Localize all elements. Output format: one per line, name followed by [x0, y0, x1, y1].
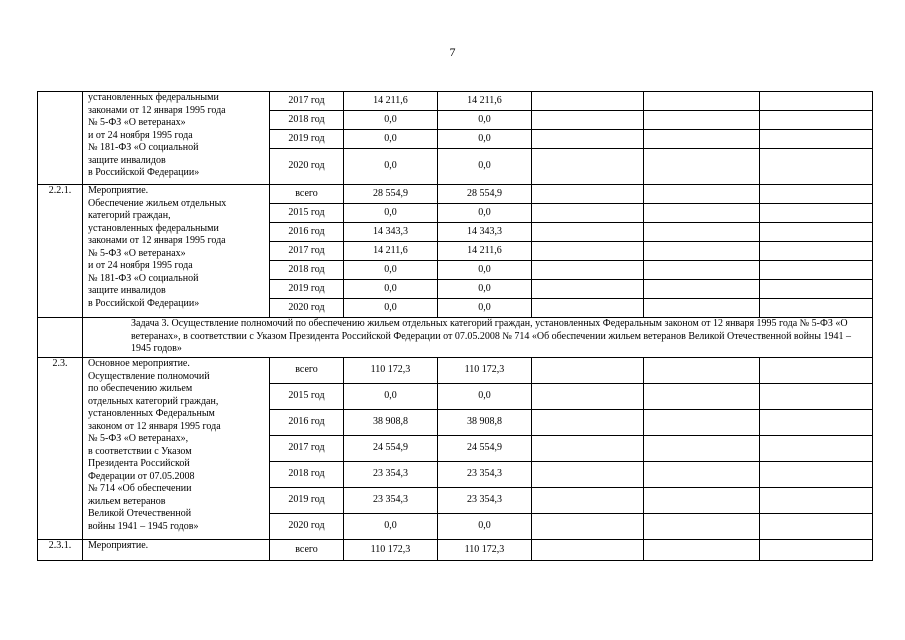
- empty-cell: [532, 358, 644, 384]
- period-cell: 2019 год: [270, 130, 344, 149]
- period-cell: 2020 год: [270, 149, 344, 185]
- period-cell: 2018 год: [270, 111, 344, 130]
- empty-cell: [532, 384, 644, 410]
- table-row: [38, 92, 873, 111]
- empty-cell: [760, 130, 873, 149]
- empty-cell: [644, 130, 760, 149]
- empty-cell: [532, 462, 644, 488]
- period-cell: 2018 год: [270, 261, 344, 280]
- period-cell: всего: [270, 540, 344, 561]
- empty-cell: [532, 242, 644, 261]
- total-cell: 23 354,3: [344, 462, 438, 488]
- empty-cell: [644, 204, 760, 223]
- empty-cell: [760, 384, 873, 410]
- empty-cell: [644, 149, 760, 185]
- empty-cell: [532, 149, 644, 185]
- empty-cell: [760, 111, 873, 130]
- period-cell: 2016 год: [270, 223, 344, 242]
- total-cell: 0,0: [344, 149, 438, 185]
- period-cell: 2017 год: [270, 436, 344, 462]
- total-cell: 23 354,3: [344, 488, 438, 514]
- item-number: [38, 92, 83, 185]
- period-cell: 2020 год: [270, 299, 344, 318]
- total-cell: 14 211,6: [344, 92, 438, 111]
- empty-cell: [760, 514, 873, 540]
- empty-cell: [532, 185, 644, 204]
- empty-cell: [532, 436, 644, 462]
- period-cell: всего: [270, 358, 344, 384]
- item-name: Мероприятие. Обеспечение жильем отдельных категорий граждан, установленных федеральными законами от 12 января 1995 года № 5-ФЗ «О ветеранах» и от 24 ноября 1995 года № 181-ФЗ «О социальной защите инвалидов в Российской Федерации»: [83, 185, 270, 318]
- period-cell: 2019 год: [270, 488, 344, 514]
- federal-budget-cell: 0,0: [438, 299, 532, 318]
- empty-cell: [532, 280, 644, 299]
- federal-budget-cell: 0,0: [438, 130, 532, 149]
- empty-cell: [532, 223, 644, 242]
- empty-cell: [644, 462, 760, 488]
- item-number: 2.3.1.: [38, 540, 83, 561]
- federal-budget-cell: 0,0: [438, 280, 532, 299]
- task-row: [38, 318, 873, 358]
- empty-cell: [644, 92, 760, 111]
- period-cell: 2019 год: [270, 280, 344, 299]
- empty-cell: [760, 92, 873, 111]
- total-cell: 0,0: [344, 261, 438, 280]
- empty-cell: [760, 410, 873, 436]
- federal-budget-cell: 110 172,3: [438, 540, 532, 561]
- period-cell: 2017 год: [270, 242, 344, 261]
- empty-cell: [760, 462, 873, 488]
- empty-cell: [644, 299, 760, 318]
- period-cell: 2016 год: [270, 410, 344, 436]
- total-cell: 0,0: [344, 204, 438, 223]
- empty-cell: [532, 410, 644, 436]
- total-cell: 0,0: [344, 299, 438, 318]
- federal-budget-cell: 110 172,3: [438, 358, 532, 384]
- total-cell: 14 343,3: [344, 223, 438, 242]
- empty-cell: [760, 540, 873, 561]
- federal-budget-cell: 0,0: [438, 514, 532, 540]
- federal-budget-cell: 0,0: [438, 149, 532, 185]
- period-cell: 2017 год: [270, 92, 344, 111]
- empty-cell: [644, 358, 760, 384]
- total-cell: 38 908,8: [344, 410, 438, 436]
- total-cell: 110 172,3: [344, 358, 438, 384]
- empty-cell: [644, 111, 760, 130]
- empty-cell: [644, 488, 760, 514]
- federal-budget-cell: 0,0: [438, 204, 532, 223]
- empty-cell: [760, 185, 873, 204]
- federal-budget-cell: 14 211,6: [438, 242, 532, 261]
- empty-cell: [760, 149, 873, 185]
- budget-table: [37, 91, 873, 561]
- empty-cell: [760, 204, 873, 223]
- task-title: Задача 3. Осуществление полномочий по обеспечению жильем отдельных категорий граждан, установленных Федеральным законом от 12 января 1995 года № 5-ФЗ «О ветеранах», в соответствии с Указом Президента Российской Федерации от 07.05.2008 № 714 «Об обеспечении жильем ветеранов Великой Отечественной войны 1941 – 1945 годов»: [83, 318, 873, 358]
- empty-cell: [532, 488, 644, 514]
- period-cell: 2020 год: [270, 514, 344, 540]
- total-cell: 28 554,9: [344, 185, 438, 204]
- empty-cell: [760, 358, 873, 384]
- period-cell: всего: [270, 185, 344, 204]
- table-row: [38, 358, 873, 384]
- federal-budget-cell: 14 211,6: [438, 92, 532, 111]
- federal-budget-cell: 0,0: [438, 261, 532, 280]
- empty-cell: [644, 280, 760, 299]
- empty-cell: [644, 261, 760, 280]
- empty-cell: [532, 540, 644, 561]
- empty-cell: [644, 384, 760, 410]
- empty-cell: [532, 130, 644, 149]
- period-cell: 2015 год: [270, 384, 344, 410]
- item-name: Основное мероприятие. Осуществление полномочий по обеспечению жильем отдельных категорий граждан, установленных Федеральным законом от 12 января 1995 года № 5-ФЗ «О ветеранах», в соответствии с Указом Президента Российской Федерации от 07.05.2008 № 714 «Об обеспечении жильем ветеранов Великой Отечественной войны 1941 – 1945 годов»: [83, 358, 270, 540]
- federal-budget-cell: 0,0: [438, 384, 532, 410]
- empty-cell: [760, 280, 873, 299]
- empty-cell: [532, 204, 644, 223]
- item-name: установленных федеральными законами от 12 января 1995 года № 5-ФЗ «О ветеранах» и от 24 ноября 1995 года № 181-ФЗ «О социальной защите инвалидов в Российской Федерации»: [83, 92, 270, 185]
- empty-cell: [644, 540, 760, 561]
- total-cell: 0,0: [344, 384, 438, 410]
- empty-cell: [760, 488, 873, 514]
- empty-cell: [644, 514, 760, 540]
- period-cell: 2015 год: [270, 204, 344, 223]
- item-number: 2.3.: [38, 358, 83, 540]
- total-cell: 14 211,6: [344, 242, 438, 261]
- table-row: [38, 185, 873, 204]
- empty-cell: [644, 242, 760, 261]
- total-cell: 0,0: [344, 111, 438, 130]
- table-row: [38, 540, 873, 561]
- federal-budget-cell: 23 354,3: [438, 488, 532, 514]
- federal-budget-cell: 14 343,3: [438, 223, 532, 242]
- empty-cell: [644, 223, 760, 242]
- empty-cell: [644, 436, 760, 462]
- federal-budget-cell: 23 354,3: [438, 462, 532, 488]
- total-cell: 0,0: [344, 280, 438, 299]
- federal-budget-cell: 24 554,9: [438, 436, 532, 462]
- total-cell: 0,0: [344, 514, 438, 540]
- page-number: 7: [449, 45, 456, 59]
- empty-cell: [644, 185, 760, 204]
- period-cell: 2018 год: [270, 462, 344, 488]
- task-number-cell: [38, 318, 83, 358]
- empty-cell: [760, 242, 873, 261]
- item-name: Мероприятие.: [83, 540, 270, 561]
- empty-cell: [760, 261, 873, 280]
- empty-cell: [532, 299, 644, 318]
- empty-cell: [760, 223, 873, 242]
- empty-cell: [532, 92, 644, 111]
- federal-budget-cell: 28 554,9: [438, 185, 532, 204]
- federal-budget-cell: 38 908,8: [438, 410, 532, 436]
- empty-cell: [532, 261, 644, 280]
- empty-cell: [532, 514, 644, 540]
- total-cell: 24 554,9: [344, 436, 438, 462]
- total-cell: 110 172,3: [344, 540, 438, 561]
- federal-budget-cell: 0,0: [438, 111, 532, 130]
- empty-cell: [532, 111, 644, 130]
- total-cell: 0,0: [344, 130, 438, 149]
- item-number: 2.2.1.: [38, 185, 83, 318]
- empty-cell: [760, 436, 873, 462]
- empty-cell: [760, 299, 873, 318]
- empty-cell: [644, 410, 760, 436]
